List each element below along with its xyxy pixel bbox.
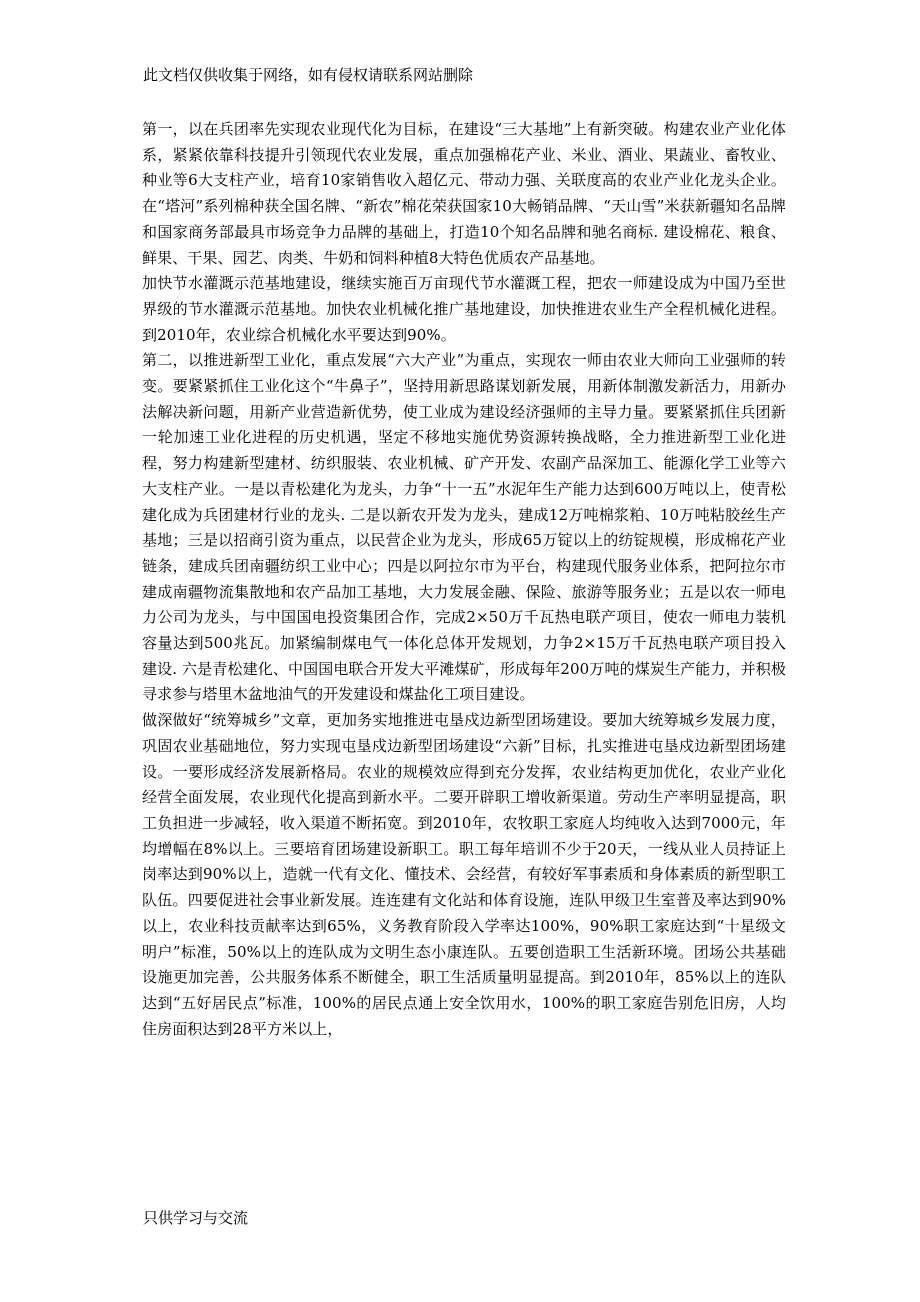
page-header: 此文档仅供收集于网络，如有侵权请联系网站删除	[143, 66, 474, 84]
paragraph-agriculture: 第一，以在兵团率先实现农业现代化为目标，在建设“三大基地”上有新突破。构建农业产业化体系，紧紧依靠科技提升引领现代农业发展，重点加强棉花产业、米业、酒业、果蔬业、畜牧业、种业等6大支柱产业，培育10家销售收入超亿元、带动力强、关联度高的农业产业化龙头企业。在“塔河”系列棉种获全国名牌、“新农”棉花荣获国家10大畅销品牌、“天山雪”米获新疆知名品牌和国家商务部最具市场竞争力品牌的基础上，打造10个知名品牌和驰名商标. 建设棉花、粮食、鲜果、干果、园艺、肉类、牛奶和饲料种植8大特色优质农产品基地。	[142, 120, 786, 267]
document-body	[142, 117, 786, 1042]
paragraph-urban-rural: 做深做好“统筹城乡”文章，更加务实地推进屯垦戍边新型团场建设。要加大统筹城乡发展力度，巩固农业基础地位，努力实现屯垦戍边新型团场建设“六新”目标，扎实推进屯垦戍边新型团场建设。一要形成经济发展新格局。农业的规模效应得到充分发挥，农业结构更加优化，农业产业化经营全面发展，农业现代化提高到新水平。二要开辟职工增收新渠道。劳动生产率明显提高，职工负担进一步减轻，收入渠道不断拓宽。到2010年，农牧职工家庭人均纯收入达到7000元，年均增幅在8%以上。三要培育团场建设新职工。职工每年培训不少于20天，一线从业人员持证上岗率达到90%以上，造就一代有文化、懂技术、会经营，有较好军事素质和身体素质的新型职工队伍。四要促进社会事业新发展。连连建有文化站和体育设施，连队甲级卫生室普及率达到90%以上，农业科技贡献率达到65%，义务教育阶段入学率达100%，90%职工家庭达到“十星级文明户”标准，50%以上的连队成为文明生态小康连队。五要创造职工生活新环境。团场公共基础设施更加完善，公共服务体系不断健全，职工生活质量明显提高。到2010年，85%以上的连队达到“五好居民点”标准，100%的居民点通上安全饮用水，100%的职工家庭告别危旧房，人均住房面积达到28平方米以上，	[142, 711, 786, 1038]
paragraph-industry: 第二，以推进新型工业化，重点发展“六大产业”为重点，实现农一师由农业大师向工业强师的转变。要紧紧抓住工业化这个“牛鼻子”，坚持用新思路谋划新发展，用新体制激发新活力，用新办法解决新问题，用新产业营造新优势，使工业成为建设经济强师的主导力量。要紧紧抓住兵团新一轮加速工业化进程的历史机遇，坚定不移地实施优势资源转换战略，全力推进新型工业化进程，努力构建新型建材、纺织服装、农业机械、矿产开发、农副产品深加工、能源化学工业等六大支柱产业。一是以青松建化为龙头，力争“十一五”水泥年生产能力达到600万吨以上，使青松建化成为兵团建材行业的龙头. 二是以新农开发为龙头，建成12万吨棉浆粕、10万吨粘胶丝生产基地；三是以招商引资为重点，以民营企业为龙头，形成65万锭以上的纺锭规模，形成棉花产业链条，建成兵团南疆纺织工业中心；四是以阿拉尔市为平台，构建现代服务业体系，把阿拉尔市建成南疆物流集散地和农产品加工基地，大力发展金融、保险、旅游等服务业；五是以农一师电力公司为龙头，与中国国电投资集团合作，完成2×50万千瓦热电联产项目，使农一师电力装机容量达到500兆瓦。加紧编制煤电气一体化总体开发规划，力争2×15万千瓦热电联产项目投入建设. 六是青松建化、中国国电联合开发大平滩煤矿，形成每年200万吨的煤炭生产能力，并积极寻求参与塔里木盆地油气的开发建设和煤盐化工项目建设。	[142, 351, 786, 704]
paragraph-irrigation: 加快节水灌溉示范基地建设，继续实施百万亩现代节水灌溉工程，把农一师建设成为中国乃至世界级的节水灌溉示范基地。加快农业机械化推广基地建设，加快推进农业生产全程机械化进程。到2010年，农业综合机械化水平要达到90%。	[142, 274, 786, 344]
page-footer: 只供学习与交流	[143, 1209, 249, 1227]
